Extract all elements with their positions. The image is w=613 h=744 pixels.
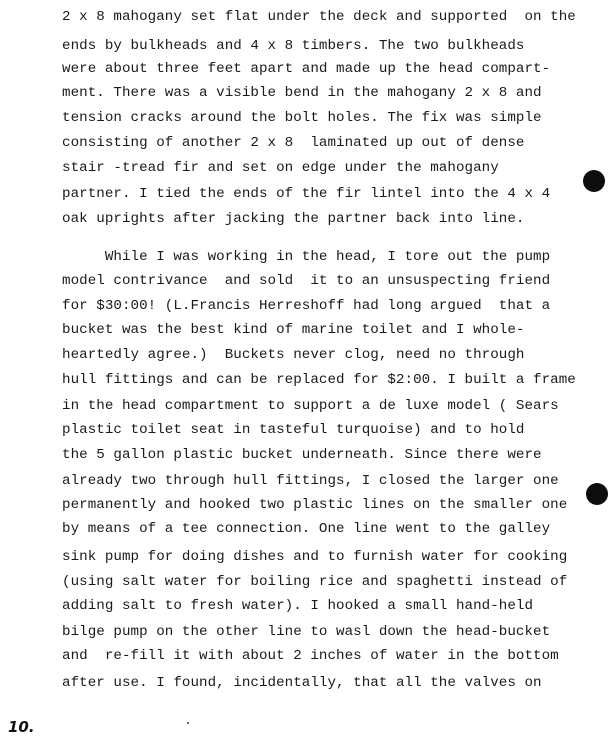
text-line: in the head compartment to support a de luxe model ( Sears xyxy=(62,398,559,414)
text-line: were about three feet apart and made up the head compart- xyxy=(62,61,551,77)
text-line: sink pump for doing dishes and to furnish water for cooking xyxy=(62,549,568,565)
text-line: already two through hull fittings, I closed the larger one xyxy=(62,473,559,489)
text-line: bilge pump on the other line to wasl down the head-bucket xyxy=(62,624,551,640)
text-line: the 5 gallon plastic bucket underneath. Since there were xyxy=(62,447,542,463)
text-line: bucket was the best kind of marine toilet and I whole- xyxy=(62,322,525,338)
text-line: hull fittings and can be replaced for $2:00. I built a frame xyxy=(62,372,576,388)
text-line: While I was working in the head, I tore out the pump xyxy=(62,249,551,265)
text-line: permanently and hooked two plastic lines on the smaller one xyxy=(62,497,568,513)
text-line: 2 x 8 mahogany set flat under the deck and supported on the xyxy=(62,9,576,25)
paper-speck xyxy=(187,722,189,724)
text-line: adding salt to fresh water). I hooked a small hand-held xyxy=(62,598,534,614)
text-line: ment. There was a visible bend in the mahogany 2 x 8 and xyxy=(62,85,542,101)
text-line: for $30:00! (L.Francis Herreshoff had long argued that a xyxy=(62,298,551,314)
page-number: 10. xyxy=(8,718,35,736)
binder-hole xyxy=(583,170,605,192)
text-line: ends by bulkheads and 4 x 8 timbers. The two bulkheads xyxy=(62,38,525,54)
text-line: by means of a tee connection. One line went to the galley xyxy=(62,521,551,537)
text-line: tension cracks around the bolt holes. The fix was simple xyxy=(62,110,542,126)
text-line: and re-fill it with about 2 inches of water in the bottom xyxy=(62,648,559,664)
text-line: plastic toilet seat in tasteful turquoise) and to hold xyxy=(62,422,525,438)
text-line: oak uprights after jacking the partner back into line. xyxy=(62,211,525,227)
binder-hole xyxy=(586,483,608,505)
text-line: partner. I tied the ends of the fir lintel into the 4 x 4 xyxy=(62,186,551,202)
text-line: heartedly agree.) Buckets never clog, need no through xyxy=(62,347,525,363)
text-line: model contrivance and sold it to an unsuspecting friend xyxy=(62,273,551,289)
text-line: stair -tread fir and set on edge under the mahogany xyxy=(62,160,499,176)
text-line: consisting of another 2 x 8 laminated up out of dense xyxy=(62,135,525,151)
text-line: after use. I found, incidentally, that all the valves on xyxy=(62,675,542,691)
text-line: (using salt water for boiling rice and spaghetti instead of xyxy=(62,574,568,590)
